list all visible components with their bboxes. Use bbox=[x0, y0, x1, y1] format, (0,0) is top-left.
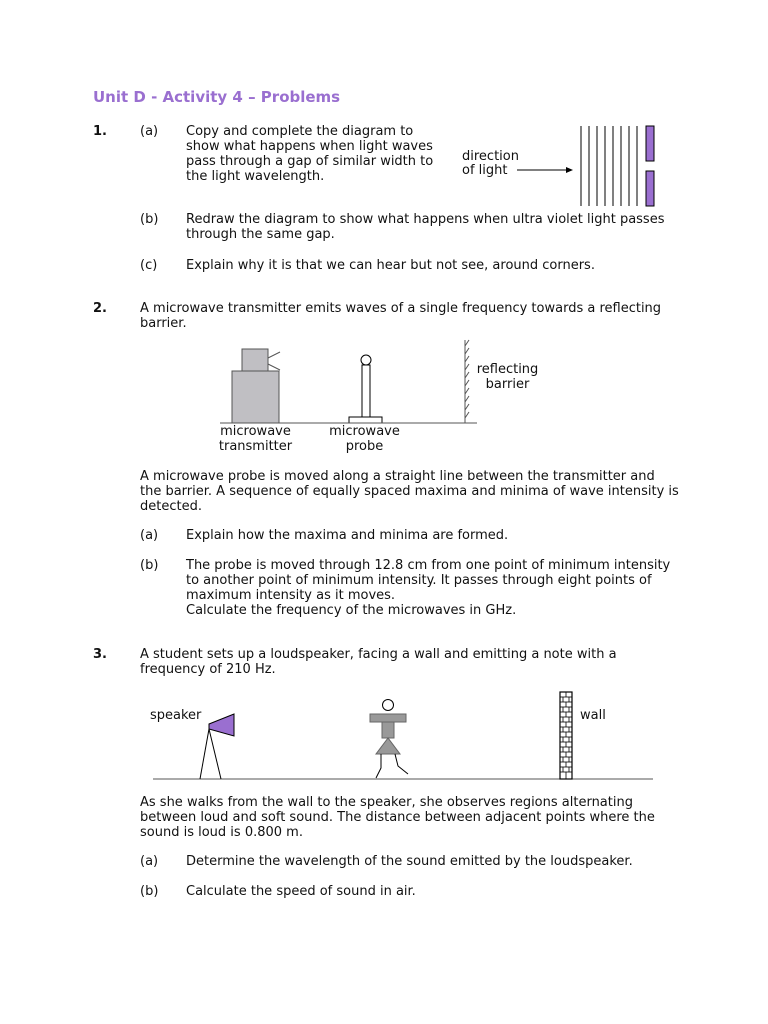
q3-body: As she walks from the wall to the speaker, she observes regions alternating between loud and soft sound. The distance between adjacent points where the sound is loud is 0.800 m. bbox=[140, 795, 655, 840]
q1c-text: Explain why it is that we can hear but not see, around corners. bbox=[186, 258, 595, 273]
barrier-label bbox=[470, 362, 545, 392]
question-2-number: 2. bbox=[93, 301, 107, 316]
q1a-label: (a) bbox=[140, 124, 159, 139]
arrow-icon bbox=[517, 167, 573, 173]
barrier-bottom bbox=[646, 171, 654, 206]
wavefronts bbox=[581, 126, 637, 206]
wall-label: wall bbox=[580, 708, 606, 723]
question-3-number: 3. bbox=[93, 647, 107, 662]
direction-label-line1: direction bbox=[462, 149, 519, 164]
loudspeaker-diagram bbox=[150, 690, 660, 785]
q2a-text: Explain how the maxima and minima are formed. bbox=[186, 528, 509, 543]
reflecting-barrier-shape bbox=[465, 340, 469, 423]
q1b-text: Redraw the diagram to show what happens when ultra violet light passes through the same gap. bbox=[186, 212, 665, 242]
transmitter bbox=[232, 349, 280, 423]
diffraction-diagram bbox=[510, 120, 670, 220]
probe-label-line2: probe bbox=[345, 439, 384, 454]
q2a-label: (a) bbox=[140, 528, 159, 543]
q3b-label: (b) bbox=[140, 884, 159, 899]
probe-label-line1: microwave bbox=[329, 424, 400, 439]
q2-intro: A microwave transmitter emits waves of a single frequency towards a reflecting barrier. bbox=[140, 301, 662, 331]
q2-body: A microwave probe is moved along a straight line between the transmitter and the barrier. A sequence of equally spaced maxima and minima of wave intensity is detected. bbox=[140, 469, 679, 514]
student-figure bbox=[370, 700, 408, 779]
q1c-label: (c) bbox=[140, 258, 158, 273]
q2b-text: The probe is moved through 12.8 cm from one point of minimum intensity to another point of minimum intensity. It passes through eight points of maximum intensity as it moves. bbox=[186, 558, 671, 603]
speaker-icon bbox=[200, 714, 234, 779]
brick-wall bbox=[560, 692, 572, 779]
q1a-text: Copy and complete the diagram to show what happens when light waves pass through a gap of similar width to the light wavelength. bbox=[186, 124, 434, 184]
q3b-text: Calculate the speed of sound in air. bbox=[186, 884, 416, 899]
direction-label-line2: of light bbox=[462, 163, 508, 178]
q3a-text: Determine the wavelength of the sound emitted by the loudspeaker. bbox=[186, 854, 633, 869]
q3a-label: (a) bbox=[140, 854, 159, 869]
page-title: Unit D - Activity 4 – Problems bbox=[93, 88, 341, 106]
transmitter-label bbox=[208, 424, 303, 454]
microwave-diagram bbox=[220, 336, 490, 431]
question-1-number: 1. bbox=[93, 124, 107, 139]
speaker-label: speaker bbox=[150, 708, 202, 723]
barrier-label-line1: reflecting bbox=[476, 362, 539, 377]
probe-label bbox=[322, 424, 407, 454]
barrier-label-line2: barrier bbox=[485, 377, 530, 392]
q1b-label: (b) bbox=[140, 212, 159, 227]
q3-intro: A student sets up a loudspeaker, facing a wall and emitting a note with a frequency of 210 Hz. bbox=[140, 647, 617, 677]
transmitter-label-line1: microwave bbox=[220, 424, 291, 439]
barrier-top bbox=[646, 126, 654, 161]
probe bbox=[349, 355, 382, 423]
q2b-label: (b) bbox=[140, 558, 159, 573]
transmitter-label-line2: transmitter bbox=[218, 439, 293, 454]
q2b-text-2: Calculate the frequency of the microwaves in GHz. bbox=[186, 603, 517, 618]
